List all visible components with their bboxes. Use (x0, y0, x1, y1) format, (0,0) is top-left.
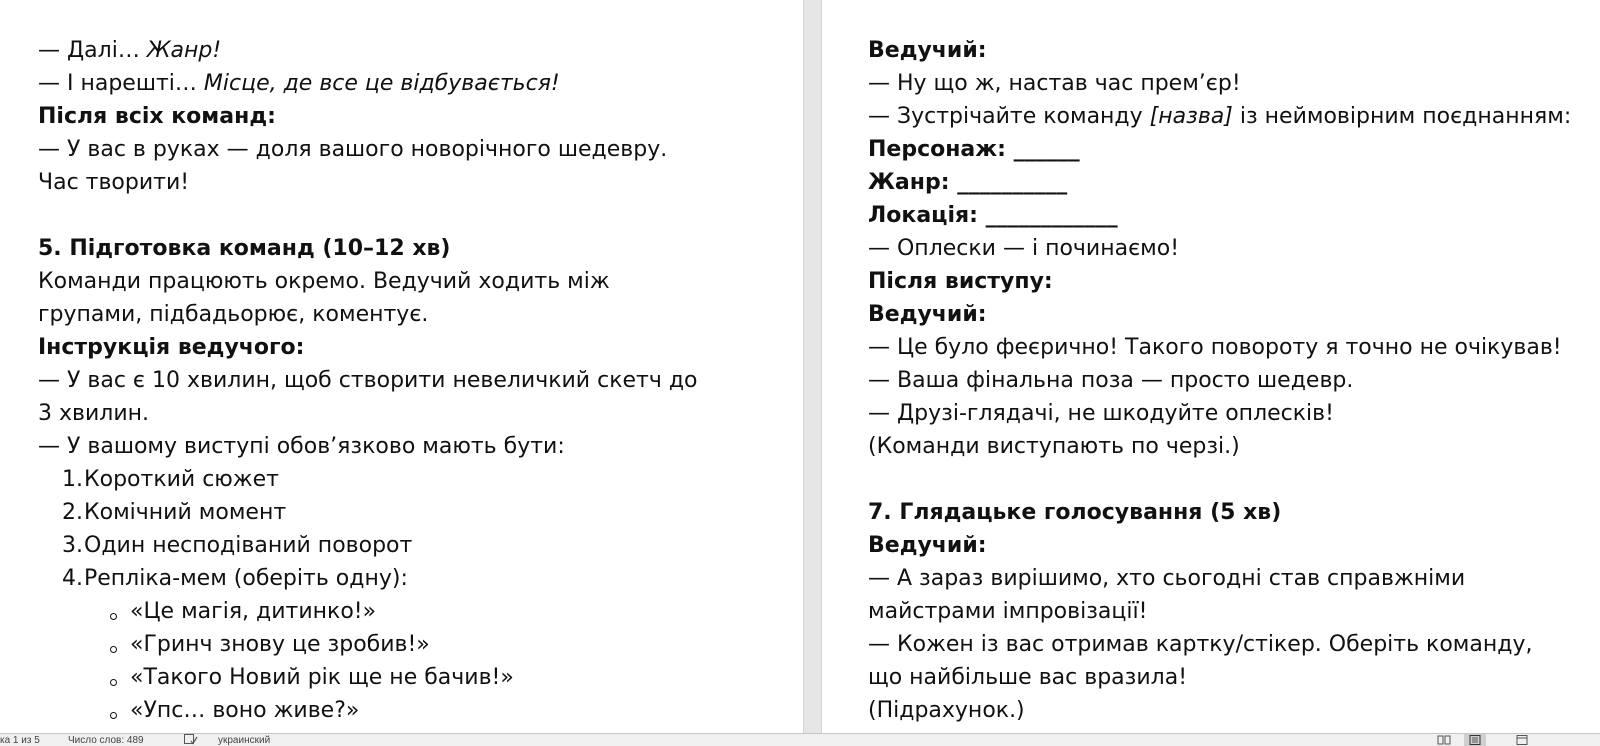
bullet-item (38, 661, 778, 694)
numbered-item (38, 463, 778, 496)
form-line (868, 199, 1588, 232)
proofing-check-icon[interactable] (184, 734, 198, 746)
circle-bullet-icon (110, 646, 117, 653)
page-icon (1469, 735, 1481, 745)
text-line: — У вашому виступі обов’язково мають бути: (38, 434, 565, 459)
section-heading: 5. Підготовка команд (10–12 хв) (38, 236, 451, 261)
italic-run: Місце, де все це відбувається! (203, 71, 560, 96)
item-number: 1. (62, 467, 83, 492)
paragraph: — У вас є 10 хвилин, щоб створити невеличкий скетч до 3 хвилин. (38, 368, 698, 426)
text-line: — Оплески — і починаємо! (868, 236, 1180, 261)
italic-run: Жанр! (146, 38, 222, 63)
bullet-text: «Такого Новий рік ще не бачив!» (130, 665, 514, 690)
text-run: — Зустрічайте команду (868, 104, 1150, 129)
page-right-text (868, 34, 1588, 727)
bold-label: Інструкція ведучого: (38, 335, 305, 360)
text-line: — Ваша фінальна поза — просто шедевр. (868, 368, 1354, 393)
item-text: Комічний момент (84, 500, 287, 525)
bold-label: Після виступу: (868, 269, 1053, 294)
web-layout-button[interactable] (1511, 734, 1533, 746)
numbered-item (38, 496, 778, 529)
item-number: 2. (62, 500, 83, 525)
paragraph: — А зараз вирішимо, хто сьогодні став справжніми майстрами імпровізації! (868, 566, 1466, 624)
circle-bullet-icon (110, 712, 117, 719)
spacer (38, 199, 778, 232)
bullet-item (38, 628, 778, 661)
section-heading: 7. Глядацьке голосування (5 хв) (868, 500, 1282, 525)
item-text: Репліка-мем (оберіть одну): (84, 566, 408, 591)
text-line: — Друзі-глядачі, не шкодуйте оплесків! (868, 401, 1334, 426)
status-bar (0, 733, 1600, 746)
italic-run: [назва] (1149, 104, 1233, 129)
text-line (38, 67, 778, 100)
bold-label: Ведучий: (868, 302, 987, 327)
blank-line: ______ (1005, 137, 1080, 162)
numbered-item (38, 529, 778, 562)
text-line: — Це було феєрично! Такого повороту я точно не очікував! (868, 335, 1562, 360)
blank-line: ____________ (977, 203, 1118, 228)
bullet-text: «Гринч знову це зробив!» (130, 632, 430, 657)
form-line (868, 166, 1588, 199)
field-label: Персонаж: (868, 137, 1006, 162)
text-line (868, 100, 1588, 133)
form-line (868, 133, 1588, 166)
circle-bullet-icon (110, 613, 117, 620)
item-number: 3. (62, 533, 83, 558)
print-layout-button[interactable] (1464, 734, 1486, 746)
text-line (38, 34, 778, 67)
page-gap (803, 0, 822, 733)
text-run: — Далі… (38, 38, 147, 63)
document-page-left[interactable] (0, 0, 803, 733)
page-count-status[interactable]: ка 1 из 5 (0, 735, 40, 746)
blank-line: __________ (949, 170, 1068, 195)
bold-label: Ведучий: (868, 533, 987, 558)
bullet-text: «Упс… воно живе?» (130, 698, 360, 723)
book-icon (1437, 735, 1451, 745)
circle-bullet-icon (110, 679, 117, 686)
numbered-item (38, 562, 778, 595)
item-text: Один несподіваний поворот (84, 533, 413, 558)
bullet-item (38, 595, 778, 628)
item-text: Короткий сюжет (84, 467, 279, 492)
paragraph: Команди працюють окремо. Ведучий ходить між групами, підбадьорює, коментує. (38, 269, 610, 327)
bullet-item (38, 694, 778, 727)
language-status[interactable]: украинский (218, 735, 271, 746)
word-count-status[interactable]: Число слов: 489 (68, 735, 144, 746)
spacer (868, 463, 1588, 496)
paragraph: — Кожен із вас отримав картку/стікер. Оберіть команду, що найбільше вас вразила! (868, 632, 1533, 690)
read-mode-button[interactable] (1433, 734, 1455, 746)
web-page-icon (1516, 735, 1528, 745)
document-page-right[interactable] (822, 0, 1600, 733)
item-number: 4. (62, 566, 83, 591)
bullet-text: «Це магія, дитинко!» (130, 599, 377, 624)
page-left-text (38, 34, 778, 727)
field-label: Жанр: (868, 170, 950, 195)
text-run: із неймовірним поєднанням: (1232, 104, 1572, 129)
text-line: (Підрахунок.) (868, 698, 1025, 723)
bold-label: Після всіх команд: (38, 104, 276, 129)
text-line: — Ну що ж, настав час прем’єр! (868, 71, 1241, 96)
text-line: (Команди виступають по черзі.) (868, 434, 1240, 459)
field-label: Локація: (868, 203, 978, 228)
bold-label: Ведучий: (868, 38, 987, 63)
paragraph: — У вас в руках — доля вашого новорічного шедевру. Час творити! (38, 137, 668, 195)
text-run: — І нарешті… (38, 71, 204, 96)
